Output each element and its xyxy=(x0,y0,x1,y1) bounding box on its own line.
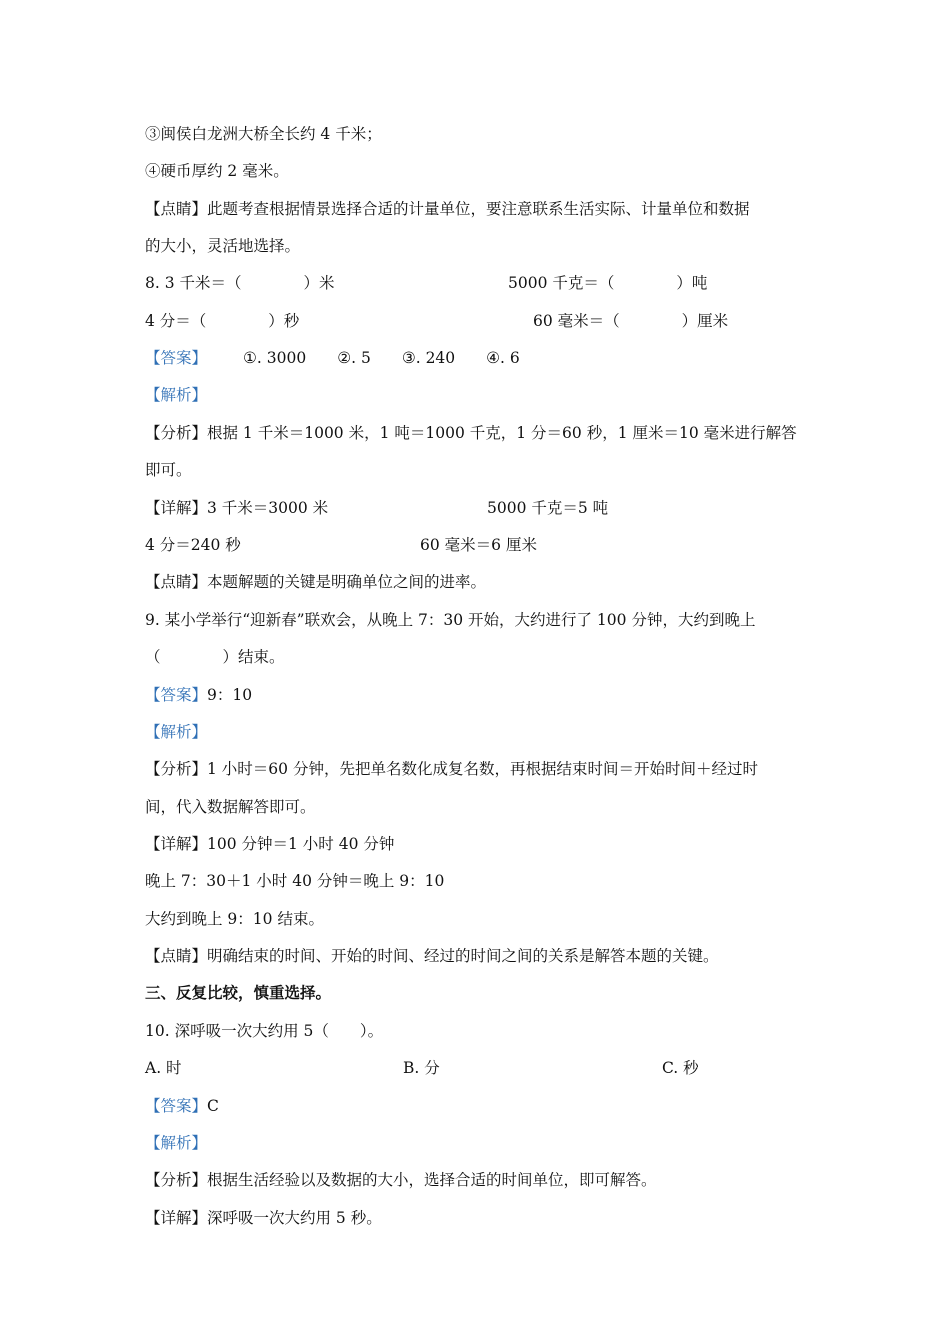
detail-9-line-2: 晚上 7：30＋1 小时 40 分钟＝晚上 9：10 xyxy=(145,872,445,890)
question-10: 10. 深呼吸一次大约用 5（ ）。 xyxy=(145,1022,384,1040)
option-a: A. 时 xyxy=(145,1059,182,1077)
analysis-8-line-1: 【分析】根据 1 千米＝1000 米，1 吨＝1000 千克，1 分＝60 秒，1 厘米＝10 毫米进行解答 xyxy=(145,424,797,442)
question-8-part-d: 60 毫米＝（ ）厘米 xyxy=(533,312,729,330)
answer-8 xyxy=(145,348,520,368)
detail-8-row-1 xyxy=(0,498,950,518)
analysis-10: 【分析】根据生活经验以及数据的大小，选择合适的时间单位，即可解答。 xyxy=(145,1171,657,1189)
option-c: C. 秒 xyxy=(662,1059,699,1077)
detail-10: 【详解】深呼吸一次大约用 5 秒。 xyxy=(145,1209,382,1227)
answer-content: ①. 3000 ②. 5 ③. 240 ④. 6 xyxy=(243,349,520,367)
answer-content: C xyxy=(207,1097,219,1115)
option-b: B. 分 xyxy=(403,1059,440,1077)
question-8-row-2 xyxy=(0,311,950,331)
answer-label: 【答案】 xyxy=(145,1097,208,1115)
question-8-part-c: 4 分＝（ ）秒 xyxy=(145,312,300,330)
item-3-statement: ③闽侯白龙洲大桥全长约 4 千米； xyxy=(145,125,382,143)
question-8-part-b: 5000 千克＝（ ）吨 xyxy=(508,274,708,292)
item-4-statement: ④硬币厚约 2 毫米。 xyxy=(145,162,289,180)
question-10-options xyxy=(0,1058,950,1078)
comment-8: 【点睛】本题解题的关键是明确单位之间的进率。 xyxy=(145,573,487,591)
answer-label: 【答案】 xyxy=(145,686,208,704)
comment-line-1: 【点睛】此题考查根据情景选择合适的计量单位，要注意联系生活实际、计量单位和数据 xyxy=(145,200,750,218)
question-8-row-1 xyxy=(0,273,950,293)
detail-9-line-3: 大约到晚上 9：10 结束。 xyxy=(145,910,324,928)
comment-9: 【点睛】明确结束的时间、开始的时间、经过的时间之间的关系是解答本题的关键。 xyxy=(145,947,719,965)
detail-9-line-1: 【详解】100 分钟＝1 小时 40 分钟 xyxy=(145,835,395,853)
answer-label: 【答案】 xyxy=(145,349,208,367)
analysis-9-line-2: 间，代入数据解答即可。 xyxy=(145,798,316,816)
analysis-9-line-1: 【分析】1 小时＝60 分钟，先把单名数化成复名数，再根据结束时间＝开始时间＋经过时 xyxy=(145,760,758,778)
analysis-label-8: 【解析】 xyxy=(145,386,208,404)
detail-8-part-c: 4 分＝240 秒 xyxy=(145,536,241,554)
analysis-label-9: 【解析】 xyxy=(145,723,208,741)
detail-8-part-b: 5000 千克＝5 吨 xyxy=(487,499,609,517)
answer-10 xyxy=(145,1096,219,1116)
answer-9 xyxy=(145,685,252,705)
answer-content: 9：10 xyxy=(207,686,253,704)
analysis-label-10: 【解析】 xyxy=(145,1134,208,1152)
question-9-line-2: （ ）结束。 xyxy=(145,648,285,666)
detail-8-part-d: 60 毫米＝6 厘米 xyxy=(420,536,537,554)
question-9-line-1: 9. 某小学举行“迎新春”联欢会，从晚上 7：30 开始，大约进行了 100 分钟，大约到晚上 xyxy=(145,611,756,629)
section-heading-3: 三、反复比较，慎重选择。 xyxy=(145,983,332,1002)
analysis-8-line-2: 即可。 xyxy=(145,461,192,479)
detail-8-part-a: 【详解】3 千米＝3000 米 xyxy=(145,499,329,517)
question-8-part-a: 8. 3 千米＝（ ）米 xyxy=(145,274,335,292)
comment-line-2: 的大小，灵活地选择。 xyxy=(145,237,301,255)
detail-8-row-2 xyxy=(0,535,950,555)
